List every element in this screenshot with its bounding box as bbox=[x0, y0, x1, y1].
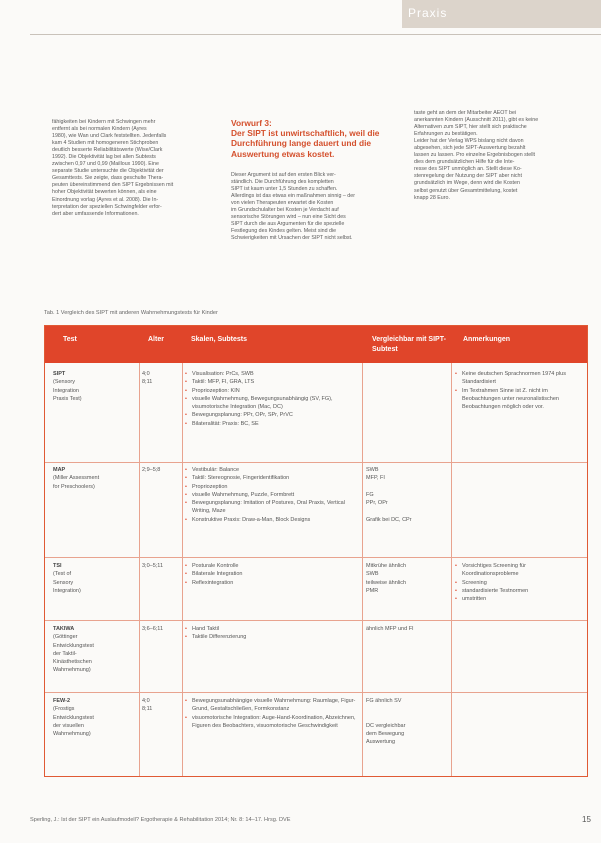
table-cell-skalen bbox=[185, 697, 357, 730]
list-item: • Propriozeption: KIN bbox=[185, 387, 357, 395]
cell-line bbox=[366, 507, 448, 515]
list-item: • visuelle Wahrnehmung, Bewegungsunabhängig (SV, FG), visumotorische Integration (Mac, DC) bbox=[185, 395, 357, 412]
table-cell-alter bbox=[142, 370, 180, 387]
cell-line: PMR bbox=[366, 587, 379, 594]
table-cell-vergl bbox=[366, 466, 448, 524]
cell-line: PPr, OPr bbox=[366, 500, 388, 507]
cell-line: 8;11 bbox=[142, 379, 153, 386]
cell-line: Integration) bbox=[53, 587, 81, 594]
text-line: Einordnung vorlag (Ayres et al. 2008). Die In- bbox=[52, 196, 159, 203]
table-cell-test bbox=[53, 625, 137, 675]
cell-line: Auswertung bbox=[366, 739, 396, 746]
text-line: Dieser Argument ist auf den ersten Blick ver- bbox=[231, 172, 336, 178]
cell-line: Grafik bei DC, CPr bbox=[366, 516, 412, 523]
list-item: • Konstruktive Praxis: Draw-a-Man, Block Designs bbox=[185, 516, 357, 524]
cell-line: teilweise ähnlich bbox=[366, 579, 407, 586]
text-line: zwischen 0,97 und 0,99 (Mailloux 1990). Eine bbox=[52, 161, 159, 168]
list-item: • umstritten bbox=[455, 595, 583, 603]
text-line: entfernt als bei normalen Kindern (Ayres bbox=[52, 126, 147, 133]
cell-line: DC vergleichbar bbox=[366, 722, 406, 729]
text-line: deutlich besserte Reliabilitätswerte (Wise/Clark bbox=[52, 147, 163, 154]
text-column-1 bbox=[52, 119, 230, 218]
list-item: • Hand Taktil bbox=[185, 625, 357, 633]
list-item: • Keine deutschen Sprachnormen 1974 plus Standardisiert bbox=[455, 370, 583, 387]
cell-line: (Göttinger bbox=[53, 634, 78, 641]
cell-line: 4;0 bbox=[142, 371, 150, 377]
text-line: SIPT ist kaum unter 1,5 Stunden zu schaffen. bbox=[231, 186, 338, 193]
table-cell-vergl bbox=[366, 625, 448, 633]
text-line: Allerdings ist das etwas ein maßnahmen sinnig – der bbox=[231, 193, 355, 200]
section-title: Praxis bbox=[408, 6, 448, 20]
text-line: resse des SIPT unmöglich an. Stellt diese Ko- bbox=[414, 166, 522, 173]
table-cell-test bbox=[53, 466, 137, 491]
list-item: • Taktil: MFP, FI, GRA, LTS bbox=[185, 378, 357, 386]
text-line: Leider hat der Verlag WPS bislang nicht davon bbox=[414, 138, 524, 145]
text-line: grundsätzlich im Wege, denn wird die Kosten bbox=[414, 180, 520, 187]
text-line: Festlegung des Kindes gelten. Meist sind die bbox=[231, 228, 337, 235]
text-line: abgesehen, sich jede SIPT-Auswertung bezahlt bbox=[414, 145, 526, 152]
table-cell-skalen bbox=[185, 466, 357, 524]
text-line: terpretation der speziellen Schwingfelder erfor- bbox=[52, 203, 162, 210]
table-cell-vergl bbox=[366, 697, 448, 747]
cell-line: der Taktil- bbox=[53, 650, 77, 657]
cell-line: Wahrnehmung) bbox=[53, 731, 91, 738]
table-body bbox=[45, 326, 587, 776]
header-vergleichbar: Vergleichbar mit SIPT-Subtest bbox=[372, 336, 446, 353]
table-cell-skalen bbox=[185, 370, 357, 428]
test-abbreviation: MAP bbox=[53, 467, 66, 473]
cell-line: (Frostigs bbox=[53, 706, 75, 713]
text-line: ständlich. Die Durchführung des kompletten bbox=[231, 179, 334, 186]
cell-line: FG ähnlich SV bbox=[366, 698, 402, 704]
test-abbreviation: TAKIWA bbox=[53, 626, 75, 632]
table-cell-skalen bbox=[185, 625, 357, 642]
cell-line: 2;9–5;8 bbox=[142, 467, 161, 473]
page-number: 15 bbox=[582, 815, 591, 824]
cell-line: 8;11 bbox=[142, 706, 153, 713]
text-line: SIPT durch die aus Argumenten für die spezielle bbox=[231, 221, 345, 228]
header-alter: Alter bbox=[148, 336, 164, 343]
list-item: • Posturale Kontrolle bbox=[185, 562, 357, 570]
heading-line: Vorwurf 3: bbox=[231, 118, 272, 128]
cell-line bbox=[366, 714, 448, 722]
list-item: • Reflexintegration bbox=[185, 579, 357, 587]
text-line: im Grundschulalter bei Kosten je Verdacht auf bbox=[231, 207, 339, 214]
cell-line: MFP, FI bbox=[366, 475, 385, 482]
table-caption: Tab. 1 Vergleich des SIPT mit anderen Wahrnehmungstests für Kinder bbox=[44, 310, 218, 316]
table-cell-alter bbox=[142, 625, 180, 633]
table-cell-test bbox=[53, 562, 137, 595]
test-abbreviation: FEW-2 bbox=[53, 698, 70, 704]
cell-line: dem Bewegung bbox=[366, 731, 405, 738]
text-line: anerkannten Kindern (Ausschnitt 2011), gibt es keine bbox=[414, 117, 539, 124]
list-item: • Im Textrahmen Sinne ist Z. nicht im Beobachtungen unter neuronalistischen Beobachtungen möglich oder vor. bbox=[455, 387, 583, 412]
list-item: • Vorsichtiges Screening für Koordinationsprobleme bbox=[455, 562, 583, 579]
text-line: separate Studie untersuchte die Objektivität der bbox=[52, 168, 164, 175]
cell-line bbox=[366, 483, 448, 491]
text-line: dies dem grundsätzlichen Hilfe für die Inte- bbox=[414, 159, 515, 166]
text-line: Schwierigkeiten mit Ursachen der SIPT nicht selbst. bbox=[231, 235, 353, 242]
text-line: knapp 28 Euro. bbox=[414, 194, 450, 201]
list-item: • Vestibulär: Balance bbox=[185, 466, 357, 474]
list-item: • Bewegungsunabhängige visuelle Wahrnehmung: Raumlage, Figur-Grund, Gestaltschließen, Formkonstanz bbox=[185, 697, 357, 714]
list-item: • Visualisation: PrCs, SWB bbox=[185, 370, 357, 378]
cell-line: Integration bbox=[53, 387, 79, 394]
header-test: Test bbox=[63, 336, 77, 343]
cell-line: der visuellen bbox=[53, 722, 84, 729]
list-item: • Bilateralität: Praxis: BC, SE bbox=[185, 420, 357, 428]
text-line: lassen zu lassen. Pro einzelne Ergebnisbogen stellt bbox=[414, 152, 536, 159]
text-column-3 bbox=[414, 110, 592, 202]
test-abbreviation: SIPT bbox=[53, 371, 66, 377]
column-heading-vorwurf-3 bbox=[231, 118, 411, 159]
table-cell-anm bbox=[455, 370, 583, 411]
text-line: selbst genutzt über Gesamtmittelung, kostet bbox=[414, 187, 518, 194]
text-column-2 bbox=[231, 172, 409, 242]
cell-line: 3;0–5;11 bbox=[142, 563, 164, 569]
table-cell-alter bbox=[142, 562, 180, 570]
text-line: von vielen Therapeuten erwartet die Kosten bbox=[231, 200, 334, 207]
cell-line: 3;6–6;11 bbox=[142, 626, 164, 632]
list-item: • visuelle Wahrnehmung, Puzzle, Formbrett bbox=[185, 491, 357, 499]
test-abbreviation: TSI bbox=[53, 563, 62, 569]
cell-line: Mitkrühe ähnlich bbox=[366, 563, 407, 569]
cell-line: (Sensory bbox=[53, 379, 76, 386]
text-line: Erfahrungen zu bestätigen. bbox=[414, 131, 478, 138]
text-line: taste geht an dem der Mitarbeiter AEOT bei bbox=[414, 110, 517, 116]
cell-line: ähnlich MFP und FI bbox=[366, 626, 414, 632]
table-cell-anm bbox=[455, 562, 583, 603]
table-cell-skalen bbox=[185, 562, 357, 587]
list-item: • standardisierte Testnormen bbox=[455, 587, 583, 595]
text-line: stenregelung der Nutzung der SIPT aber nicht bbox=[414, 173, 522, 180]
footer-citation: Sperling, J.: Ist der SIPT ein Auslaufmodell? Ergotherapie & Rehabilitation 2014; Nr. 8: 14–17. Hrsg. DVE bbox=[30, 817, 291, 823]
cell-line bbox=[366, 705, 448, 713]
table-cell-test bbox=[53, 370, 137, 403]
text-line: peuten übereinstimmend den SIPT Ergebnissen mit bbox=[52, 182, 174, 189]
text-line: Gesamttests. Sie zeigte, dass geschulte Thera- bbox=[52, 175, 164, 182]
text-line: Alternativen zum SIPT, hier stellt sich praktische bbox=[414, 124, 527, 131]
list-item: • Bewegungsplanung: PPr, OPr, SPr, PrVC bbox=[185, 411, 357, 419]
list-item: • Taktil: Stereognosie, Fingeridentifikation bbox=[185, 474, 357, 482]
text-line: hoher Objektivität bewerten können, als eine bbox=[52, 189, 157, 196]
cell-line: Entwicklungstest bbox=[53, 642, 94, 649]
cell-line: for Preschoolers) bbox=[53, 483, 95, 490]
cell-line: FG bbox=[366, 491, 374, 498]
list-item: • Screening bbox=[455, 579, 583, 587]
text-line: kam 4 Studien mit homogeneren Stichproben bbox=[52, 140, 159, 147]
list-item: • Bilaterale Integration bbox=[185, 570, 357, 578]
header-anmerkungen: Anmerkungen bbox=[463, 336, 511, 343]
text-line: sensorische Störungen wird – nun eine Sicht des bbox=[231, 214, 346, 221]
cell-line: Wahrnehmung) bbox=[53, 667, 91, 674]
cell-line: (Test of bbox=[53, 571, 72, 578]
table-cell-test bbox=[53, 697, 137, 738]
header-skalen: Skalen, Subtests bbox=[191, 336, 248, 343]
text-line: 1992). Die Objektivität lag bei allen Subtests bbox=[52, 154, 156, 161]
table-cell-vergl bbox=[366, 562, 448, 595]
cell-line: SWB bbox=[366, 467, 379, 473]
list-item: • Taktile Differenzierung bbox=[185, 633, 357, 641]
text-line: 1980), wie Wan und Clark feststellten. Jedenfalls bbox=[52, 133, 167, 140]
cell-line: 4;0 bbox=[142, 698, 150, 704]
cell-line: Sensory bbox=[53, 579, 74, 586]
cell-line: Entwicklungstest bbox=[53, 714, 94, 721]
text-line: fähigkeiten bei Kindern mit Schwingen mehr bbox=[52, 119, 156, 125]
heading-line: Der SIPT ist unwirtschaftlich, weil die Durchführung lange dauert und die Auswertung etwas kostet. bbox=[231, 128, 380, 159]
list-item: • Bewegungsplanung: Imitation of Postures, Oral Praxis, Vertical Writing, Maze bbox=[185, 499, 357, 516]
cell-line: Praxis Test) bbox=[53, 395, 82, 402]
cell-line: SWB bbox=[366, 571, 379, 578]
cell-line: (Miller Assessment bbox=[53, 475, 100, 482]
cell-line: Kinästhetischen bbox=[53, 659, 92, 666]
table-cell-alter bbox=[142, 697, 180, 714]
list-item: • visuomotorische Integration: Auge-Hand-Koordination, Abzeichnen, Figuren des Beobachters, visuomotorische Geschwindigkeit bbox=[185, 714, 357, 731]
table-cell-alter bbox=[142, 466, 180, 474]
header-rule bbox=[30, 34, 601, 35]
list-item: • Propriozeption bbox=[185, 483, 357, 491]
text-line: dert aber umfassende Informationen. bbox=[52, 210, 139, 217]
